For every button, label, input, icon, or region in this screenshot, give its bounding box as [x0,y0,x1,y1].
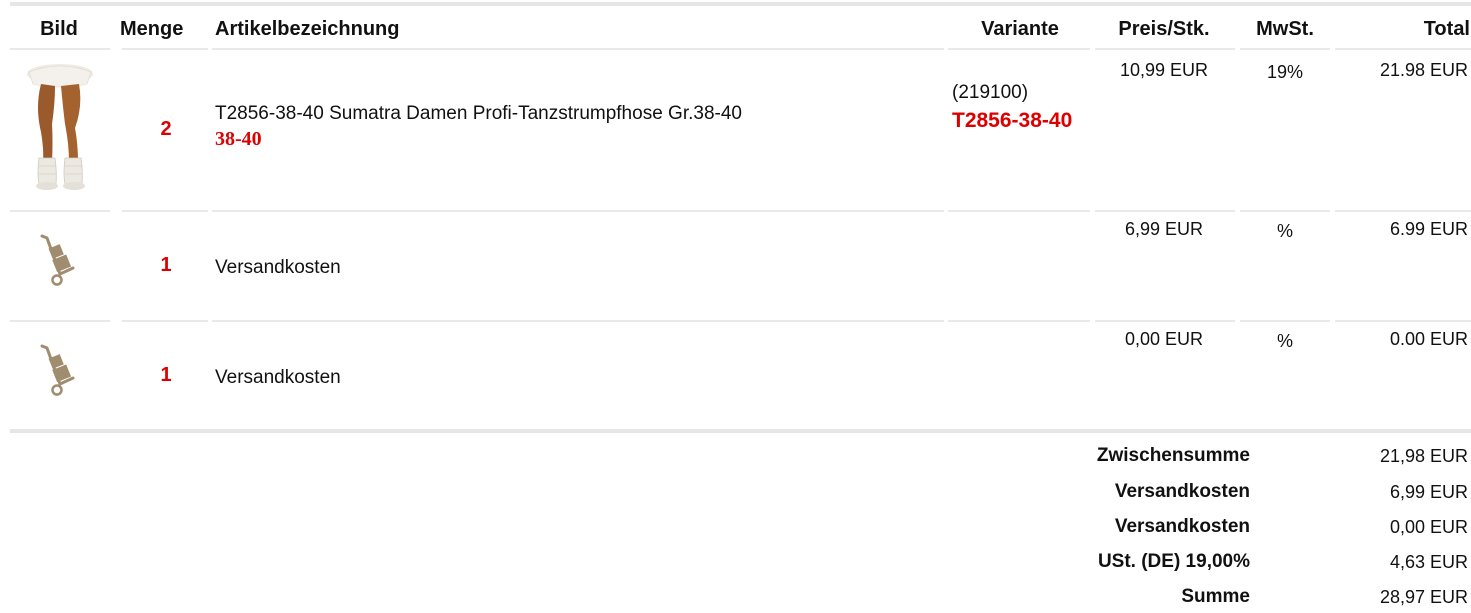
variant-code: T2856-38-40 [952,109,1073,132]
unit-price: 0,00 EUR [1124,329,1204,349]
variant-id: (219100) [952,82,1029,103]
summary-value-vat: 4,63 EUR [1389,552,1468,572]
column-header-mwst: MwSt. [1256,18,1314,40]
row-separator [122,48,208,50]
row-separator [1095,320,1235,322]
summary-label-shipping-2: Versandkosten [1114,516,1250,537]
row-separator [1335,210,1471,212]
row-separator [1240,48,1330,50]
quantity-value: 2 [160,118,172,140]
unit-price: 6,99 EUR [1124,219,1204,239]
row-separator [10,320,110,322]
hand-truck-icon [40,234,76,288]
column-header-bild: Bild [40,18,78,40]
column-header-total: Total [1423,18,1470,40]
line-total: 0.00 EUR [1389,329,1468,349]
table-top-border [10,2,1471,6]
row-separator [212,320,944,322]
summary-label-total: Summe [1181,586,1250,607]
summary-label-shipping: Versandkosten [1114,481,1250,502]
vat-rate: 19% [1266,62,1304,82]
row-separator [1335,48,1471,50]
line-total: 21.98 EUR [1379,60,1468,80]
column-header-menge: Menge [120,18,184,40]
vat-rate: % [1276,221,1293,241]
article-description [215,101,935,151]
article-name: Versandkosten [215,367,341,388]
quantity-value: 1 [160,254,172,276]
row-separator [1335,320,1471,322]
table-bottom-border [10,429,1471,433]
row-separator [1240,210,1330,212]
summary-value-shipping: 6,99 EUR [1389,482,1468,502]
summary-label-vat: USt. (DE) 19,00% [1097,551,1250,572]
row-separator [10,210,110,212]
article-size: 38-40 [215,128,262,150]
hand-truck-icon [40,344,76,398]
summary-value-subtotal: 21,98 EUR [1379,446,1468,466]
row-separator [212,210,944,212]
row-separator [212,48,944,50]
unit-price: 10,99 EUR [1119,60,1209,80]
vat-rate: % [1276,331,1293,351]
summary-value-shipping-2: 0,00 EUR [1389,517,1468,537]
row-separator [1095,210,1235,212]
product-image[interactable] [25,62,95,192]
row-separator [948,210,1090,212]
row-separator [122,210,208,212]
article-name[interactable]: T2856-38-40 Sumatra Damen Profi-Tanzstrumpfhose Gr.38-40 [215,103,742,124]
column-header-preis: Preis/Stk. [1118,18,1210,40]
row-separator [1095,48,1235,50]
summary-value-total: 28,97 EUR [1379,587,1468,607]
summary-label-subtotal: Zwischensumme [1096,445,1250,466]
row-separator [122,320,208,322]
column-header-variante: Variante [981,18,1059,40]
row-separator [10,48,110,50]
line-total: 6.99 EUR [1389,219,1468,239]
column-header-artikelbezeichnung: Artikelbezeichnung [215,18,400,40]
quantity-value: 1 [160,364,172,386]
row-separator [948,48,1090,50]
article-name: Versandkosten [215,257,341,278]
row-separator [948,320,1090,322]
variant-cell [952,82,1087,135]
row-separator [1240,320,1330,322]
